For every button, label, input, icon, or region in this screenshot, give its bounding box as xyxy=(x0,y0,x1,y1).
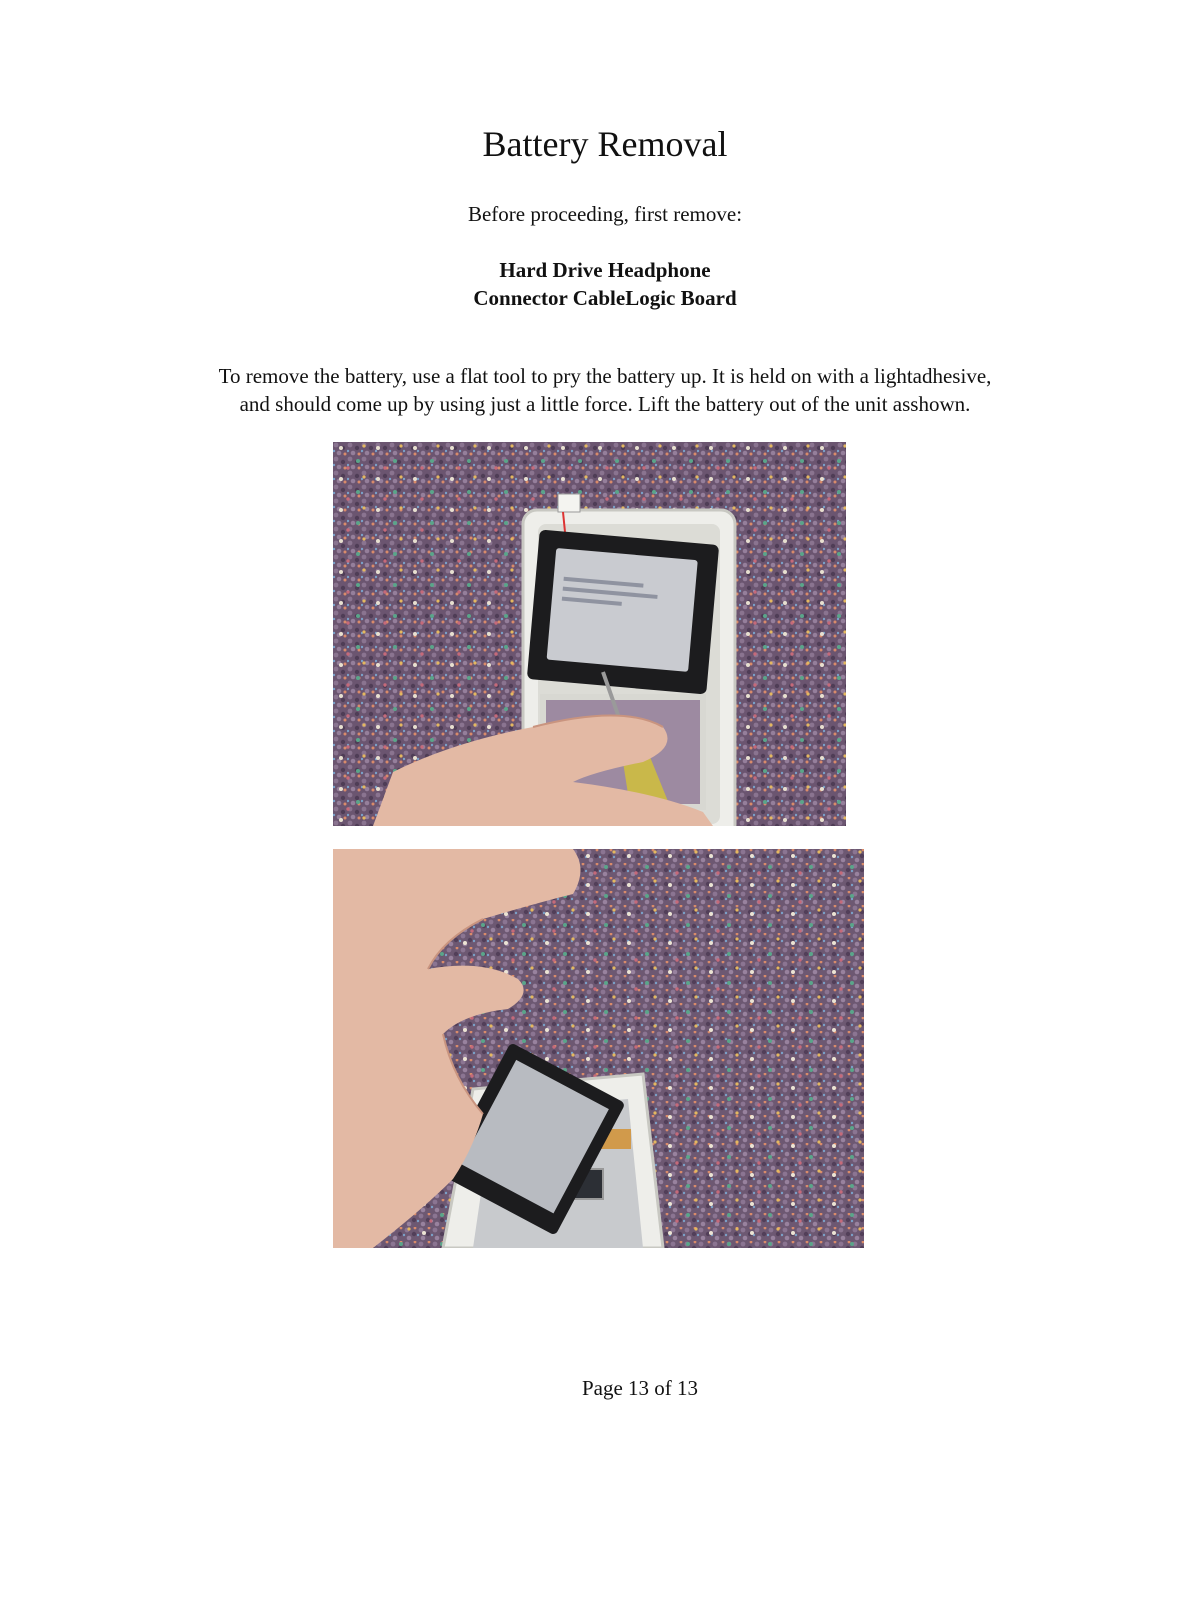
prerequisite-item: Connector CableLogic Board xyxy=(473,286,737,310)
instruction-line: and should come up by using just a little force. Lift the battery out of the unit asshown. xyxy=(239,392,971,416)
photo-lifting-battery xyxy=(333,849,864,1248)
instruction-line: To remove the battery, use a flat tool to pry the battery up. It is held on with a lightadhesive, xyxy=(218,364,992,388)
photo-lifting-battery-icon xyxy=(333,849,864,1248)
photo-prying-battery-icon xyxy=(333,442,846,826)
page-number: Page 13 of 13 xyxy=(581,1376,699,1400)
photo-prying-battery xyxy=(333,442,846,826)
prerequisite-item: Hard Drive Headphone xyxy=(499,258,711,282)
instruction-text xyxy=(150,362,1060,418)
intro-text: Before proceeding, first remove: xyxy=(467,202,743,226)
prerequisite-list xyxy=(0,256,1197,312)
page-title: Battery Removal xyxy=(482,124,728,164)
